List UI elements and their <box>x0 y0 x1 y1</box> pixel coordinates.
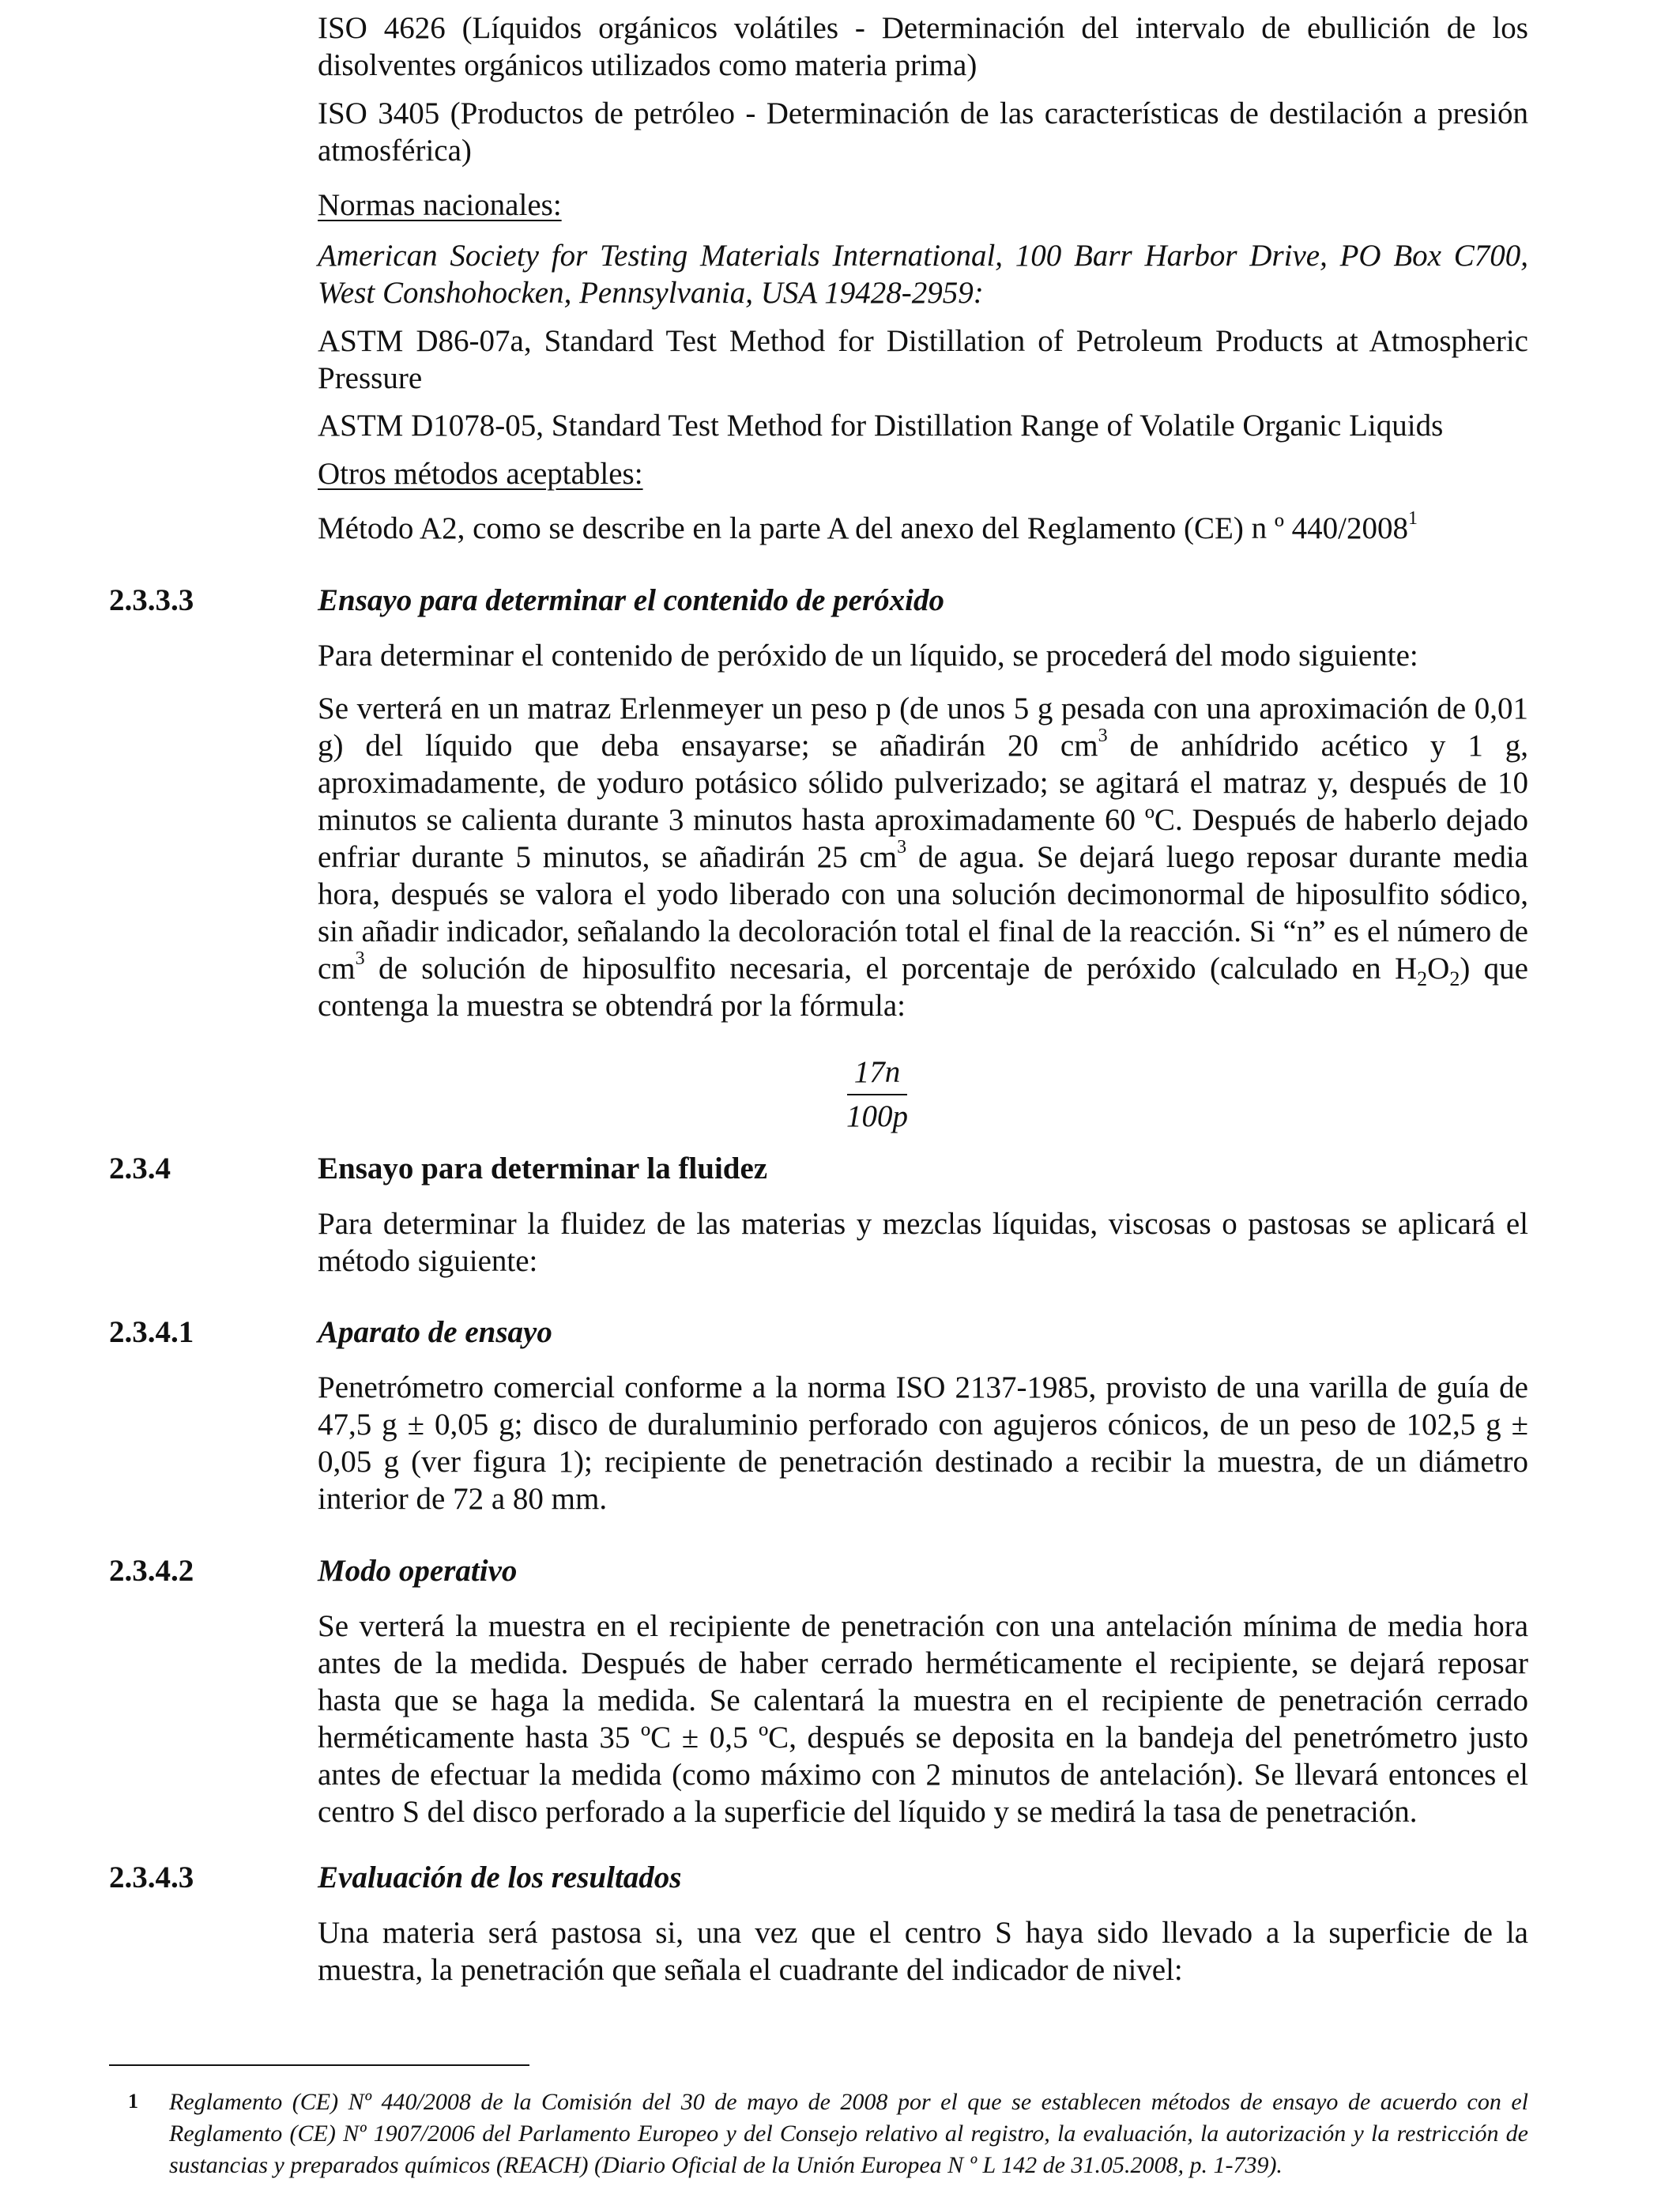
section-number-2343: 2.3.4.3 <box>109 1860 194 1894</box>
section-title-2342: Modo operativo <box>318 1554 518 1588</box>
fraction-bar <box>847 1094 907 1095</box>
paragraph-peroxido-procedure: Se verterá en un matraz Erlenmeyer un peso p (de unos 5 g pesada con una aproximación de 0,01 g) del líquido que deba ensayarse; se añadirán 20 $cm^3$ de anhídrido acético y 1 g, aproximadamente, de yoduro potásico sólido pulverizado; se agitará el matraz y, después de 10 minutos se calienta durante 3 minutos hasta aproximadamente 60 ºC. Después de haberlo dejado enfriar durante 5 minutos, se añadirán 25 $cm^3$ de agua. Se dejará luego reposar durante media hora, después se valora el yodo liberado con una solución decimonormal de hiposulfito sódico, sin añadir indicador, señalando la decoloración total el final de la reacción. Si “n” es el número de $cm^3$ de solución de hiposulfito necesaria, el porcentaje de peróxido (calculado en $H_2O_2$) que contenga la muestra se obtendrá por la fórmula: <box>318 692 1528 1023</box>
paragraph-iso4626: ISO 4626 (Líquidos orgánicos volátiles - Determinación del intervalo de ebullición de los disolventes orgánicos utilizados como materia prima) <box>318 11 1528 82</box>
footnote-separator <box>109 2064 529 2066</box>
section-title-2343: Evaluación de los resultados <box>318 1860 682 1894</box>
section-title-234: Ensayo para determinar la fluidez <box>318 1152 768 1186</box>
paragraph-iso3405: ISO 3405 (Productos de petróleo - Determinación de las características de destilación a presión atmosférica) <box>318 96 1528 168</box>
section-title-2333: Ensayo para determinar el contenido de peróxido <box>318 583 944 617</box>
section-number-2341: 2.3.4.1 <box>109 1315 194 1349</box>
peroxide-formula <box>838 1053 917 1137</box>
section-number-2342: 2.3.4.2 <box>109 1554 194 1588</box>
heading-otros-metodos: Otros métodos aceptables: <box>318 457 643 491</box>
paragraph-modo-operativo: Se verterá la muestra en el recipiente de penetración con una antelación mínima de media hora antes de la medida. Después de haber cerrado herméticamente el recipiente, se dejará reposar hasta que se haga la medida. Se calentará la muestra en el recipiente de penetración cerrado herméticamente hasta 35 ºC ± 0,5 ºC, después se deposita en la bandeja del penetrómetro justo antes de efectuar la medida (como máximo con 2 minutos de antelación). Se llevará entonces el centro S del disco perforado a la superficie del líquido y se medirá la tasa de penetración. <box>318 1609 1528 1829</box>
section-number-234: 2.3.4 <box>109 1152 171 1186</box>
formula-numerator: 17n <box>853 1055 901 1089</box>
section-number-2333: 2.3.3.3 <box>109 583 194 617</box>
metodo-a2-text: Método A2, como se describe en la parte A del anexo del Reglamento (CE) n º 440/2008 <box>318 511 1409 545</box>
footnote-text: Reglamento (CE) Nº 440/2008 de la Comisión del 30 de mayo de 2008 por el que se establecen métodos de ensayo de acuerdo con el Reglamento (CE) Nº 1907/2006 del Parlamento Europeo y del Consejo relativo al registro, la evaluación, la autorización y la restricción de sustancias y preparados químicos (REACH) (Diario Oficial de la Unión Europea N º L 142 de 31.05.2008, p. 1-739). <box>169 2089 1528 2178</box>
paragraph-fluidez: Para determinar la fluidez de las materias y mezclas líquidas, viscosas o pastosas se aplicará el método siguiente: <box>318 1207 1528 1278</box>
paragraph-peroxido-intro: Para determinar el contenido de peróxido de un líquido, se procederá del modo siguiente: <box>318 639 1418 673</box>
paragraph-aparato: Penetrómetro comercial conforme a la norma ISO 2137-1985, provisto de una varilla de guía de 47,5 g ± 0,05 g; disco de duraluminio perforado con agujeros cónicos, de un peso de 102,5 g ± 0,05 g (ver figura 1); recipiente de penetración destinado a recibir la muestra, de un diámetro interior de 72 a 80 mm. <box>318 1370 1528 1516</box>
paragraph-metodo-a2 <box>318 510 1528 547</box>
paragraph-astm-d86: ASTM D86-07a, Standard Test Method for Distillation of Petroleum Products at Atmospheric Pressure <box>318 324 1528 395</box>
footnote-mark: 1 <box>128 2090 138 2113</box>
formula-denominator: 100p <box>846 1099 908 1133</box>
paragraph-astm-address: American Society for Testing Materials International, 100 Barr Harbor Drive, PO Box C700, West Conshohocken, Pennsylvania, USA 19428-2959: <box>318 239 1528 310</box>
footnote-ref: 1 <box>1408 508 1418 529</box>
heading-normas-nacionales: Normas nacionales: <box>318 188 562 222</box>
paragraph-evaluacion: Una materia será pastosa si, una vez que el centro S haya sido llevado a la superficie de la muestra, la penetración que señala el cuadrante del indicador de nivel: <box>318 1916 1528 1987</box>
section-title-2341: Aparato de ensayo <box>318 1315 552 1349</box>
paragraph-astm-d1078: ASTM D1078-05, Standard Test Method for Distillation Range of Volatile Organic Liquids <box>318 409 1444 443</box>
